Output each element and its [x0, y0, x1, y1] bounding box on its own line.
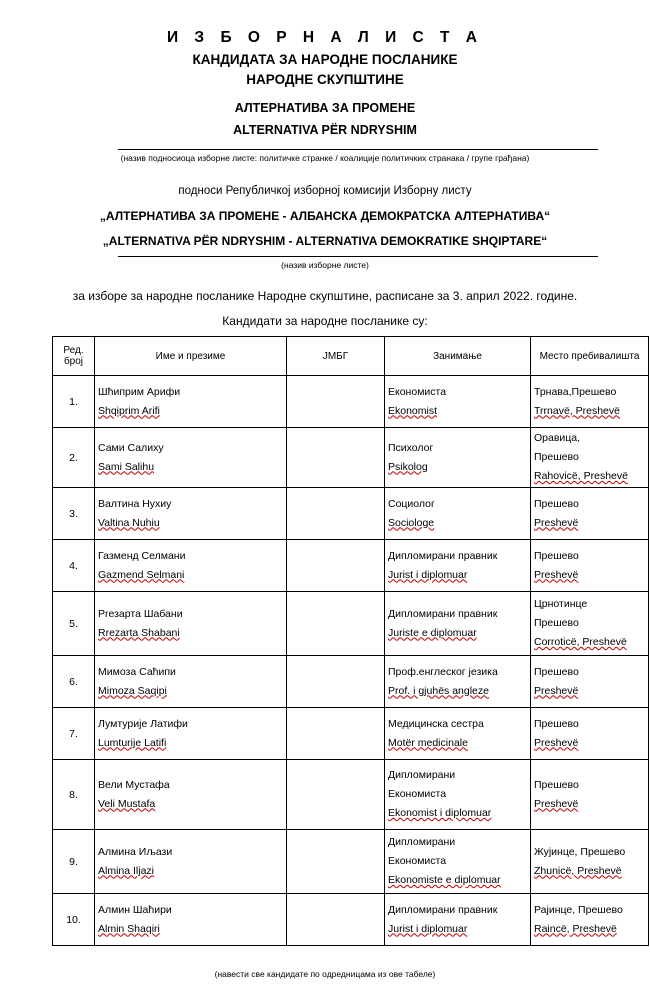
- occupation-text: Ekonomiste e diplomuar: [388, 874, 501, 886]
- cell-occupation: [385, 488, 531, 540]
- residence-text: Raincë, Preshevë: [534, 922, 617, 935]
- occupation-text: Социолог: [388, 497, 435, 510]
- submission-text: подноси Републичкој изборној комисији Изборну листу: [178, 185, 472, 197]
- occupation-line: [388, 804, 527, 823]
- submitter-name-sr: АЛТЕРНАТИВА ЗА ПРОМЕНЕ: [234, 101, 416, 115]
- occupation-line: [388, 852, 527, 871]
- cell-name: [95, 830, 287, 894]
- occupation-line: [388, 734, 527, 753]
- name-sq: [98, 624, 283, 643]
- cell-number: 8.: [53, 760, 95, 830]
- residence-text: Трнава,Прешево: [534, 385, 617, 398]
- footer-note: (навести све кандидате по одредницама из ове табеле): [214, 969, 436, 979]
- occupation-line: [388, 871, 527, 890]
- table-row: [53, 830, 649, 894]
- occupation-line: [388, 901, 527, 920]
- residence-line: [534, 795, 645, 814]
- residence-text: Preshevë: [534, 684, 579, 697]
- residence-line: [534, 901, 645, 920]
- residence-line: [534, 547, 645, 566]
- residence-text: Прешево: [534, 451, 579, 463]
- occupation-text: Psikolog: [388, 460, 428, 473]
- cell-jmbg: [287, 656, 385, 708]
- table-header-row: [53, 337, 649, 376]
- header-residence: Место пребивалишта: [531, 337, 649, 376]
- residence-text: Црнотинце: [534, 598, 588, 610]
- table-row: [53, 708, 649, 760]
- cell-name: [95, 488, 287, 540]
- residence-line: [534, 715, 645, 734]
- name-sq: [98, 920, 283, 939]
- candidates-table: [52, 336, 649, 946]
- occupation-text: Економиста: [388, 385, 447, 398]
- residence-text: Preshevë: [534, 797, 579, 810]
- cell-name: [95, 428, 287, 488]
- table-row: [53, 592, 649, 656]
- residence-text: Прешево: [534, 497, 579, 510]
- residence-text: Corroticë, Preshevë: [534, 636, 627, 648]
- cell-jmbg: [287, 760, 385, 830]
- cell-jmbg: [287, 830, 385, 894]
- occupation-text: Дипломирани: [388, 769, 456, 781]
- residence-text: Прешево: [534, 665, 579, 678]
- candidates-intro: Кандидати за народне посланике су:: [222, 314, 428, 328]
- cell-residence: [531, 428, 649, 488]
- cell-jmbg: [287, 592, 385, 656]
- occupation-text: Jurist i diplomuar: [388, 922, 468, 935]
- submitter-underline: [118, 149, 598, 150]
- name-sr: Сами Салиху: [98, 441, 164, 454]
- cell-occupation: [385, 830, 531, 894]
- document-subtitle-1: КАНДИДАТА ЗА НАРОДНЕ ПОСЛАНИКЕ: [192, 52, 458, 67]
- table-row: [53, 894, 649, 946]
- occupation-line: [388, 715, 527, 734]
- residence-text: Прешево: [534, 778, 579, 791]
- cell-jmbg: [287, 708, 385, 760]
- header-no-line2: број: [63, 356, 84, 367]
- cell-name: [95, 540, 287, 592]
- occupation-line: [388, 514, 527, 533]
- cell-occupation: [385, 760, 531, 830]
- table-row: [53, 428, 649, 488]
- name-sr: Лумтурије Латифи: [98, 717, 188, 730]
- residence-text: Рајинце, Прешево: [534, 903, 623, 916]
- table-row: [53, 376, 649, 428]
- occupation-text: Психолог: [388, 441, 434, 454]
- cell-occupation: [385, 376, 531, 428]
- table-row: [53, 488, 649, 540]
- occupation-line: [388, 439, 527, 458]
- occupation-text: Ekonomist i diplomuar: [388, 807, 492, 819]
- occupation-text: Jurist i diplomuar: [388, 568, 468, 581]
- name-sq-text: Gazmend Selmani: [98, 568, 185, 581]
- cell-residence: [531, 376, 649, 428]
- occupation-line: [388, 920, 527, 939]
- name-sr: Алмина Иљази: [98, 845, 173, 858]
- residence-line: [534, 633, 645, 652]
- residence-text: Trrnavë, Preshevë: [534, 404, 620, 417]
- occupation-text: Motër medicinale: [388, 736, 468, 749]
- name-sq: [98, 458, 283, 477]
- cell-occupation: [385, 428, 531, 488]
- name-sq: [98, 795, 283, 814]
- occupation-line: [388, 547, 527, 566]
- cell-number: 3.: [53, 488, 95, 540]
- name-sr: Мимоза Саћипи: [98, 665, 176, 678]
- name-sq-text: Veli Mustafa: [98, 797, 156, 810]
- residence-line: [534, 862, 645, 881]
- name-sq-text: Lumturije Latifi: [98, 736, 167, 749]
- occupation-text: Дипломирани правник: [388, 549, 498, 562]
- cell-jmbg: [287, 540, 385, 592]
- occupation-text: Економиста: [388, 788, 447, 800]
- header-occupation: Занимање: [385, 337, 531, 376]
- list-name-underline: [118, 256, 598, 257]
- residence-line: [534, 514, 645, 533]
- name-sq: [98, 402, 283, 421]
- name-sq-text: Almin Shaqiri: [98, 922, 160, 935]
- cell-jmbg: [287, 488, 385, 540]
- residence-text: Прешево: [534, 617, 579, 629]
- occupation-line: [388, 566, 527, 585]
- header-name: Име и презиме: [95, 337, 287, 376]
- cell-number: 10.: [53, 894, 95, 946]
- residence-text: Preshevë: [534, 736, 579, 749]
- cell-name: [95, 656, 287, 708]
- submitter-note: (назив подносиоца изборне листе: политичке странке / коалиције политичких странака / групе грађана): [120, 153, 530, 163]
- cell-residence: [531, 830, 649, 894]
- occupation-text: Juriste e diplomuar: [388, 626, 477, 639]
- residence-line: [534, 734, 645, 753]
- residence-line: [534, 843, 645, 862]
- occupation-text: Дипломирани: [388, 836, 456, 848]
- occupation-text: Prof. i gjuhës angleze: [388, 684, 489, 697]
- name-sq-text: Mimoza Saqipi: [98, 684, 167, 697]
- cell-occupation: [385, 708, 531, 760]
- cell-number: 1.: [53, 376, 95, 428]
- cell-number: 2.: [53, 428, 95, 488]
- name-sq-text: Valtina Nuhiu: [98, 516, 160, 529]
- residence-line: [534, 429, 645, 448]
- cell-occupation: [385, 592, 531, 656]
- document-subtitle-2: НАРОДНЕ СКУПШТИНЕ: [246, 72, 404, 87]
- cell-name: [95, 760, 287, 830]
- occupation-line: [388, 682, 527, 701]
- residence-line: [534, 595, 645, 614]
- occupation-text: Ekonomist: [388, 404, 438, 417]
- residence-text: Preshevë: [534, 516, 579, 529]
- name-sr: Алмин Шаћири: [98, 903, 172, 916]
- occupation-text: Дипломирани правник: [388, 903, 498, 916]
- list-name-sr: „АЛТЕРНАТИВА ЗА ПРОМЕНЕ - АЛБАНСКА ДЕМОКРАТСКА АЛТЕРНАТИВА“: [99, 209, 551, 223]
- name-sr: Вели Мустафа: [98, 778, 170, 791]
- document-title: И З Б О Р Н А Л И С Т А: [166, 29, 483, 46]
- occupation-line: [388, 605, 527, 624]
- list-name-sq: „ALTERNATIVA PËR NDRYSHIM - ALTERNATIVA DEMOKRATIKE SHQIPTARE“: [102, 234, 548, 248]
- cell-jmbg: [287, 428, 385, 488]
- name-sq: [98, 514, 283, 533]
- name-sr: Газменд Селмани: [98, 549, 186, 562]
- name-sr: Валтина Нухиу: [98, 497, 172, 510]
- occupation-text: Медицинска сестра: [388, 717, 484, 730]
- table-row: [53, 540, 649, 592]
- name-sq-text: Rrezarta Shabani: [98, 626, 180, 639]
- cell-name: [95, 376, 287, 428]
- name-sr: Шћиприм Арифи: [98, 385, 181, 398]
- residence-line: [534, 448, 645, 467]
- cell-name: [95, 592, 287, 656]
- name-sq-text: Almina Iljazi: [98, 864, 155, 877]
- header-no-line1: Ред.: [63, 345, 84, 356]
- residence-line: [534, 682, 645, 701]
- cell-residence: [531, 540, 649, 592]
- name-sr: Рrезарта Шабани: [98, 607, 183, 620]
- residence-line: [534, 566, 645, 585]
- cell-residence: [531, 708, 649, 760]
- name-sq: [98, 862, 283, 881]
- occupation-text: Sociologe: [388, 516, 435, 529]
- submitter-name-sq: ALTERNATIVA PËR NDRYSHIM: [233, 123, 417, 137]
- cell-number: 5.: [53, 592, 95, 656]
- occupation-line: [388, 458, 527, 477]
- cell-residence: [531, 760, 649, 830]
- occupation-line: [388, 785, 527, 804]
- residence-line: [534, 467, 645, 486]
- election-text: за изборе за народне посланике Народне скупштине, расписане за 3. април 2022. године.: [72, 289, 578, 303]
- occupation-line: [388, 833, 527, 852]
- residence-text: Zhunicë, Preshevë: [534, 864, 622, 877]
- residence-text: Прешево: [534, 717, 579, 730]
- occupation-line: [388, 383, 527, 402]
- occupation-text: Економиста: [388, 855, 447, 867]
- occupation-text: Дипломирани правник: [388, 607, 498, 620]
- cell-number: 4.: [53, 540, 95, 592]
- cell-occupation: [385, 540, 531, 592]
- occupation-line: [388, 624, 527, 643]
- name-sq: [98, 734, 283, 753]
- occupation-line: [388, 663, 527, 682]
- occupation-line: [388, 402, 527, 421]
- cell-residence: [531, 894, 649, 946]
- cell-number: 7.: [53, 708, 95, 760]
- cell-residence: [531, 592, 649, 656]
- cell-residence: [531, 656, 649, 708]
- residence-line: [534, 920, 645, 939]
- residence-line: [534, 383, 645, 402]
- residence-line: [534, 614, 645, 633]
- residence-text: Жујинце, Прешево: [534, 845, 626, 858]
- name-sq: [98, 682, 283, 701]
- header-no: [53, 337, 95, 376]
- cell-occupation: [385, 656, 531, 708]
- residence-text: Rahovicë, Preshevë: [534, 470, 628, 482]
- occupation-line: [388, 495, 527, 514]
- occupation-text: Проф.енглеског језика: [388, 665, 498, 678]
- table-row: [53, 656, 649, 708]
- residence-text: Прешево: [534, 549, 579, 562]
- list-name-note: (назив изборне листе): [281, 260, 369, 270]
- cell-name: [95, 894, 287, 946]
- occupation-line: [388, 766, 527, 785]
- cell-name: [95, 708, 287, 760]
- residence-text: Preshevë: [534, 568, 579, 581]
- name-sq-text: Sami Salihu: [98, 460, 155, 473]
- cell-jmbg: [287, 894, 385, 946]
- name-sq: [98, 566, 283, 585]
- cell-number: 6.: [53, 656, 95, 708]
- cell-residence: [531, 488, 649, 540]
- table-row: [53, 760, 649, 830]
- residence-line: [534, 402, 645, 421]
- name-sq-text: Shqiprim Arifi: [98, 404, 160, 417]
- cell-number: 9.: [53, 830, 95, 894]
- cell-jmbg: [287, 376, 385, 428]
- cell-occupation: [385, 894, 531, 946]
- residence-line: [534, 663, 645, 682]
- header-jmbg: ЈМБГ: [287, 337, 385, 376]
- residence-line: [534, 495, 645, 514]
- residence-line: [534, 776, 645, 795]
- residence-text: Оравица,: [534, 432, 581, 444]
